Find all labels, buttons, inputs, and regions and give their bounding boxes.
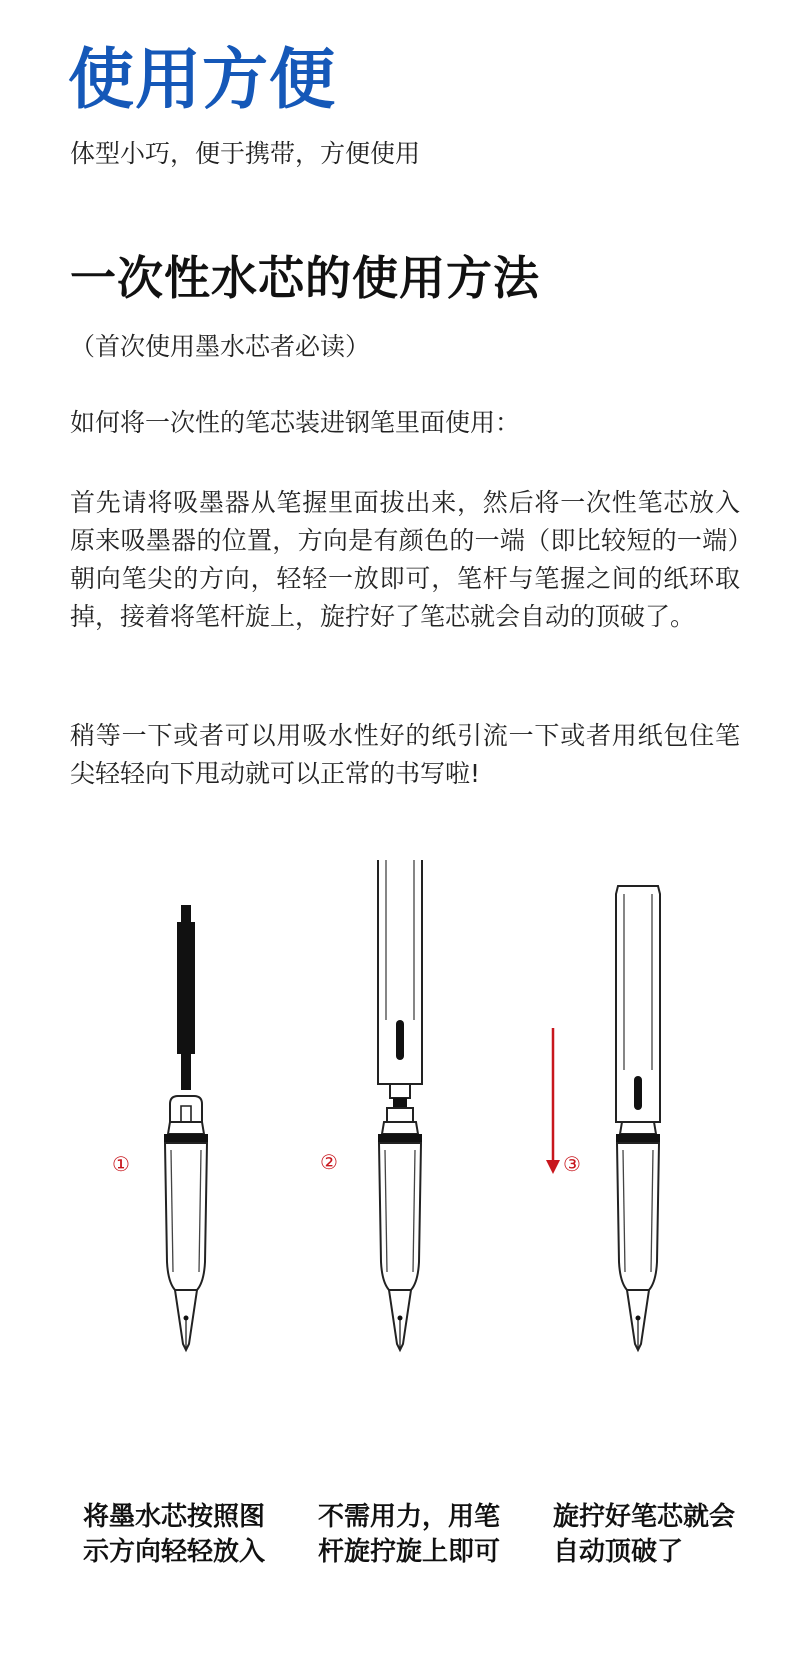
instruction-paragraph-1: 首先请将吸墨器从笔握里面拔出来，然后将一次性笔芯放入原来吸墨器的位置，方向是有颜色的一端（即比较短的一端）朝向笔尖的方向，轻轻一放即可，笔杆与笔握之间的纸环取掉，接着将笔杆旋上，旋拧好了笔芯就会自动的顶破了。	[70, 488, 740, 631]
step-1-number: ①	[112, 1152, 130, 1176]
step-3-caption: 旋拧好笔芯就会自动顶破了	[553, 1502, 736, 1567]
step-2-caption: 不需用力，用笔杆旋拧旋上即可	[318, 1502, 501, 1567]
question-text: 如何将一次性的笔芯装进钢笔里面使用：	[70, 408, 521, 437]
section-title: 一次性水芯的使用方法	[70, 251, 540, 305]
pen-2-icon	[378, 860, 422, 1350]
page-subtitle: 体型小巧，便于携带，方便使用	[70, 139, 421, 168]
section-note: （首次使用墨水芯者必读）	[70, 332, 371, 361]
pen-1-icon	[164, 905, 208, 1350]
pen-3-icon	[616, 886, 660, 1350]
page-title: 使用方便	[68, 41, 336, 118]
step-1-caption: 将墨水芯按照图示方向轻轻放入	[83, 1502, 266, 1567]
instruction-paragraph-2: 稍等一下或者可以用吸水性好的纸引流一下或者用纸包住笔尖轻轻向下甩动就可以正常的书写啦!	[70, 721, 740, 788]
step-3-number: ③	[563, 1152, 581, 1176]
step-2-number: ②	[320, 1150, 338, 1174]
down-arrow-icon	[546, 1028, 560, 1174]
pen-illustration	[0, 860, 800, 1420]
